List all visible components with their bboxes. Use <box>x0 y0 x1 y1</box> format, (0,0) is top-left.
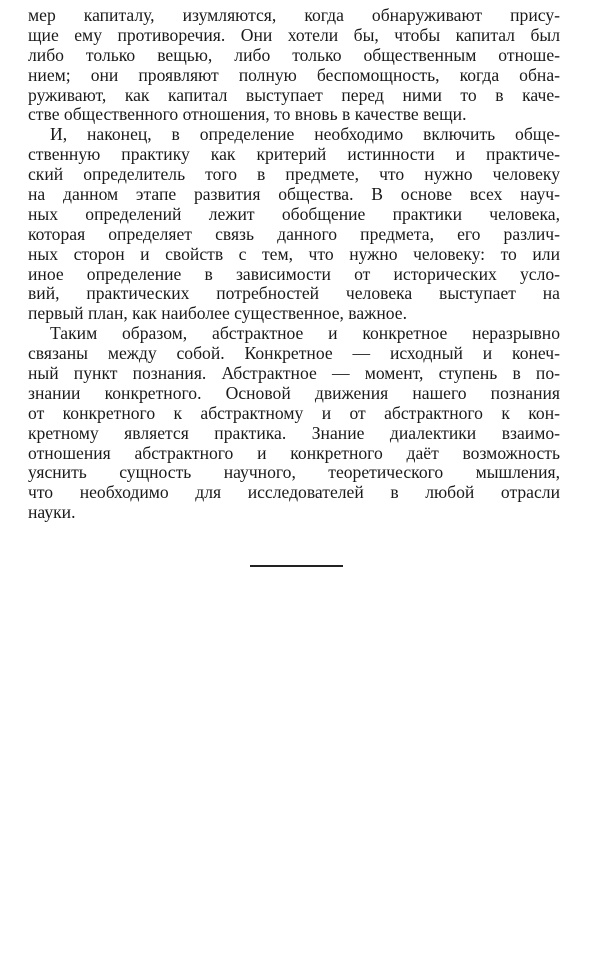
section-end-rule <box>250 565 343 567</box>
text-line: мер капиталу, изумляются, когда обнаруживают прису- <box>28 5 560 25</box>
text-line: нием; они проявляют полную беспомощность, когда обна- <box>28 64 560 85</box>
text-line: отношения абстрактного и конкретного даёт возможность <box>28 442 560 463</box>
text-line: ский определитель того в предмете, что нужно человеку <box>28 164 560 185</box>
text-line: первый план, как наиболее существенное, важное. <box>28 303 407 324</box>
text-line: связаны между собой. Конкретное — исходный и конеч- <box>28 343 560 364</box>
text-line: уяснить сущность научного, теоретического мышления, <box>28 462 560 483</box>
paragraph <box>28 324 560 523</box>
text-line: кретному является практика. Знание диалектики взаимо- <box>28 422 560 443</box>
text-line: знании конкретного. Основой движения нашего познания <box>28 382 560 403</box>
text-line: на данном этапе развития общества. В основе всех науч- <box>28 184 560 205</box>
text-line: ных сторон и свойств с тем, что нужно человеку: то или <box>28 243 560 264</box>
text-line: щие ему противоречия. Они хотели бы, чтобы капитал был <box>28 24 560 45</box>
paragraph <box>28 125 560 324</box>
text-line: ных определений лежит обобщение практики человека, <box>28 203 560 224</box>
text-line: ный пункт познания. Абстрактное — момент, ступень в по- <box>28 363 560 384</box>
paragraph <box>28 6 560 125</box>
text-line: ственную практику как критерий истинности и практиче- <box>28 144 560 165</box>
text-line: либо только вещью, либо только общественным отноше- <box>28 44 560 65</box>
page-text <box>28 6 560 523</box>
text-line: вий, практических потребностей человека выступает на <box>28 283 560 304</box>
text-line: иное определение в зависимости от исторических усло- <box>28 263 560 284</box>
text-line: И, наконец, в определение необходимо включить обще- <box>50 124 560 145</box>
text-line: науки. <box>28 502 76 523</box>
text-line: руживают, как капитал выступает перед ними то в каче- <box>28 84 560 105</box>
text-line: что необходимо для исследователей в любой отрасли <box>28 482 560 503</box>
text-line: которая определяет связь данного предмета, его различ- <box>28 223 560 244</box>
text-line: Таким образом, абстрактное и конкретное неразрывно <box>50 323 560 344</box>
text-line: от конкретного к абстрактному и от абстрактного к кон- <box>28 402 560 423</box>
text-line: стве общественного отношения, то вновь в качестве вещи. <box>28 104 467 125</box>
